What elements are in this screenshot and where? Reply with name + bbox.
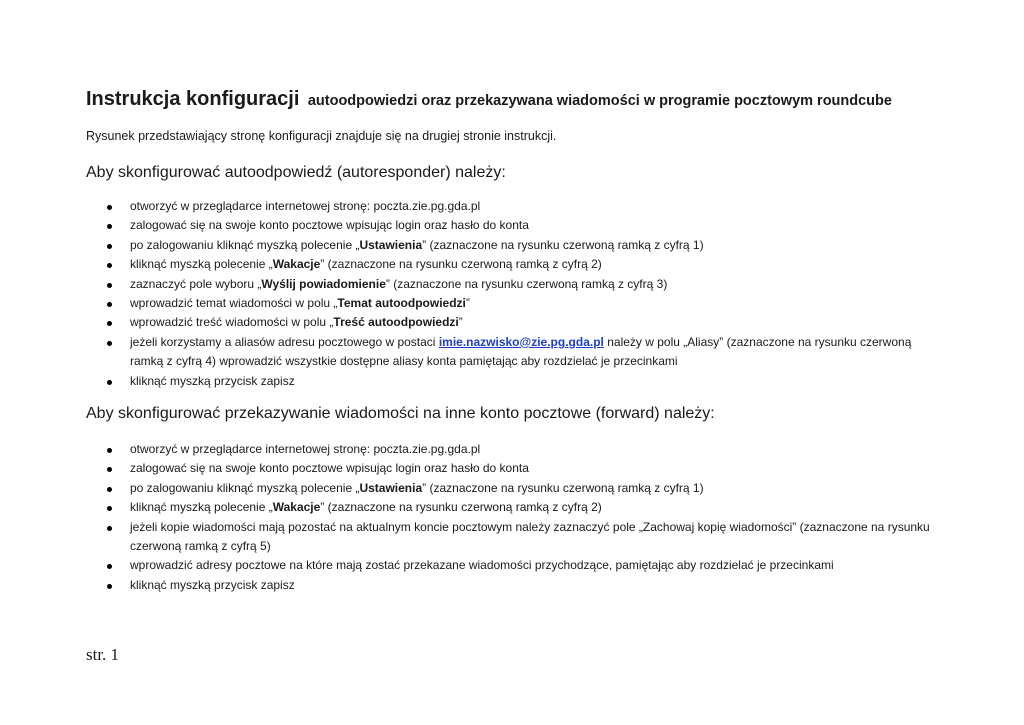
item-text: ” (zaznaczone na rysunku czerwoną ramką z cyfrą 2) <box>320 500 602 515</box>
list-item <box>86 440 936 459</box>
bullet-icon <box>107 380 112 385</box>
item-text: zalogować się na swoje konto pocztowe wpisując login oraz hasło do konta <box>130 461 529 476</box>
list-item <box>86 459 936 478</box>
item-text: ” <box>465 296 470 311</box>
autoresponder-list <box>86 197 936 391</box>
bullet-icon <box>107 487 112 492</box>
item-text: kliknąć myszką polecenie „ <box>130 257 273 272</box>
item-text: jeżeli korzystamy a aliasów adresu pocztowego w postaci <box>130 334 439 349</box>
forward-heading: Aby skonfigurować przekazywanie wiadomości na inne konto pocztowe (forward) należy: <box>86 405 715 422</box>
bullet-icon <box>107 283 112 288</box>
title-subtitle: autoodpowiedzi oraz przekazywana wiadomości w programie pocztowym roundcube <box>307 93 892 109</box>
list-item <box>86 479 936 498</box>
item-text: kliknąć myszką polecenie „ <box>130 500 273 515</box>
list-item <box>86 372 936 391</box>
bullet-icon <box>107 526 112 531</box>
list-item <box>86 197 936 216</box>
list-item <box>86 576 936 595</box>
bold-term: Wakacje <box>272 500 321 515</box>
item-text: zalogować się na swoje konto pocztowe wpisując login oraz hasło do konta <box>130 218 529 233</box>
bullet-icon <box>107 564 112 569</box>
bullet-icon <box>107 224 112 229</box>
autoresponder-heading: Aby skonfigurować autoodpowiedź (autoresponder) należy: <box>86 164 506 181</box>
list-item <box>86 498 936 517</box>
item-text: wprowadzić adresy pocztowe na które mają zostać przekazane wiadomości przychodzące, pamiętając aby rozdzielać je przecinkami <box>130 558 834 573</box>
bold-term: Ustawienia <box>359 237 423 252</box>
item-text: kliknąć myszką przycisk zapisz <box>130 577 295 592</box>
intro-paragraph: Rysunek przedstawiający stronę konfiguracji znajduje się na drugiej stronie instrukcji. <box>86 129 557 143</box>
bullet-icon <box>107 341 112 346</box>
bold-term: Treść autoodpowiedzi <box>333 315 459 330</box>
bullet-icon <box>107 448 112 453</box>
item-text: ” (zaznaczone na rysunku czerwoną ramką z cyfrą 3) <box>385 276 668 291</box>
bold-term: Ustawienia <box>359 480 423 495</box>
item-text: wprowadzić treść wiadomości w polu „ <box>130 315 334 330</box>
item-text: ” <box>458 315 463 330</box>
bold-term: Wakacje <box>272 257 321 272</box>
item-text: po zalogowaniu kliknąć myszką polecenie „ <box>130 480 360 495</box>
item-text: ” (zaznaczone na rysunku czerwoną ramką z cyfrą 2) <box>320 257 602 272</box>
item-text: kliknąć myszką przycisk zapisz <box>130 373 295 388</box>
item-text: otworzyć w przeglądarce internetowej stronę: poczta.zie.pg.gda.pl <box>130 199 481 213</box>
list-item <box>86 556 936 575</box>
item-text: zaznaczyć pole wyboru „ <box>130 276 262 291</box>
list-item <box>86 236 936 255</box>
email-link[interactable]: imie.nazwisko@zie.pg.gda.pl <box>438 334 604 349</box>
list-item <box>86 275 936 294</box>
forward-list <box>86 440 936 595</box>
document-title <box>86 88 892 111</box>
bullet-icon <box>107 302 112 307</box>
list-item <box>86 313 936 332</box>
item-text: należy w polu „Aliasy” (zaznaczone na rysunku czerwoną ramką z cyfrą 4) wprowadzić wszystkie dostępne aliasy konta pamiętając aby rozdzielać je przecinkami <box>130 334 912 369</box>
bullet-icon <box>107 244 112 249</box>
list-item <box>86 255 936 274</box>
bullet-icon <box>107 263 112 268</box>
item-text: otworzyć w przeglądarce internetowej stronę: poczta.zie.pg.gda.pl <box>130 442 481 456</box>
list-item <box>86 294 936 313</box>
bold-term: Wyślij powiadomienie <box>261 276 386 291</box>
title-main: Instrukcja konfiguracji <box>86 88 300 110</box>
item-text: ” (zaznaczone na rysunku czerwoną ramką z cyfrą 1) <box>422 237 704 252</box>
bullet-icon <box>107 205 112 210</box>
bullet-icon <box>107 506 112 511</box>
list-item <box>86 216 936 235</box>
bullet-icon <box>107 584 112 589</box>
bullet-icon <box>107 467 112 472</box>
bullet-icon <box>107 321 112 326</box>
bold-term: Temat autoodpowiedzi <box>337 296 466 311</box>
item-text: wprowadzić temat wiadomości w polu „ <box>130 296 338 311</box>
list-item <box>86 518 936 557</box>
list-item <box>86 333 936 372</box>
item-text: po zalogowaniu kliknąć myszką polecenie „ <box>130 237 360 252</box>
page-number: str. 1 <box>86 645 120 664</box>
item-text: jeżeli kopie wiadomości mają pozostać na aktualnym koncie pocztowym należy zaznaczyć pole „Zachowaj kopię wiadomości” (zaznaczone na rysunku czerwoną ramką z cyfrą 5) <box>130 519 930 554</box>
item-text: ” (zaznaczone na rysunku czerwoną ramką z cyfrą 1) <box>422 480 704 495</box>
